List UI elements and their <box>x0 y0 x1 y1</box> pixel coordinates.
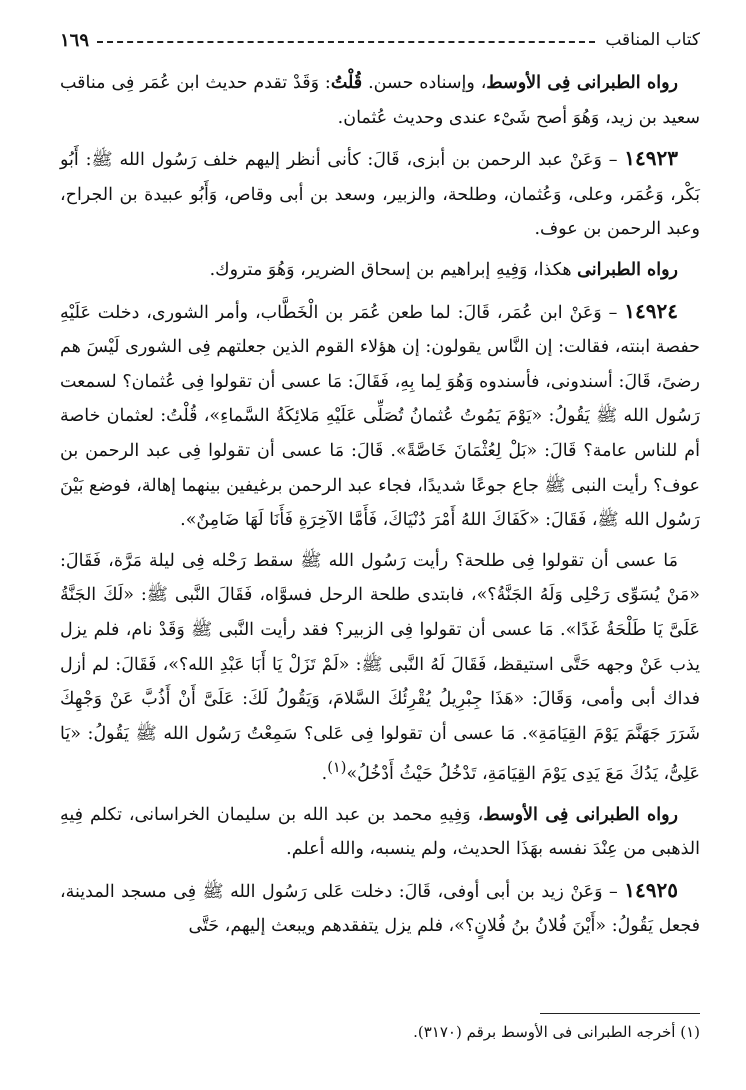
hadith-text: – وَعَنْ زيد بن أبى أوفى، قَالَ: دخلت عَلى رَسُول الله ﷺ فِى مسجد المدينة، فجعل يَقُولُ: «أَيْنَ فُلانُ بنُ فُلانٍ؟»، فلم يزل يتفقدهم ويبعث إليهم، حَتَّى <box>60 881 700 937</box>
author-note-label: قُلْتُ <box>330 73 363 93</box>
footnote <box>60 1020 700 1044</box>
hadith-text: – وَعَنْ ابن عُمَر، قَالَ: لما طعن عُمَر بن الْخَطَّاب، وأمر الشورى، دخلت عَلَيْهِ حفصة ابنته، فقالت: إن النَّاس يقولون: إن هؤلاء القوم الذين جعلتهم فِى الشورى لَيْسَ هم رضىً، قَالَ: أسندونى، فأسندوه وَهُوَ لِما بِهِ، فَقَالَ: مَا عسى أن تقولوا فِى عُثمان؟ لسمعت رَسُول الله ﷺ يَقُولُ: «يَوْمَ يَمُوتُ عُثمانُ تُصَلِّى عَلَيْهِ مَلائِكَةُ السَّماءِ»، قُلْتُ: لعثمان خاصة أم للناس عامة؟ قَالَ: «بَلْ لِعُثْمَانَ خَاصَّةً». قَالَ: مَا عسى أن تقولوا فِى عبد الرحمن بن عوف؟ رأيت النبى ﷺ جاع جوعًا شديدًا، فجاء عبد الرحمن برغيفين بينهما إهالة، فوضع بَيْنَ رَسُول الله ﷺ، فَقَالَ: «كَفَاكَ اللهُ أَمْرَ دُنْيَاكَ، فَأَمَّا الآخِرَةِ فَأَنَا لَهَا ضَامِنٌ». <box>60 302 700 531</box>
hadith-number: ١٤٩٢٥ <box>624 877 678 902</box>
hadith-number: ١٤٩٢٤ <box>624 298 678 323</box>
hadith-entry <box>60 294 700 538</box>
section-title: كتاب المناقب <box>605 30 700 50</box>
source-citation: رواه الطبرانى فِى الأوسط <box>483 804 678 825</box>
paragraph-text: هكذا، وَفِيهِ إبراهيم بن إسحاق الضرير، وَهُوَ متروك. <box>209 259 578 280</box>
footnote-text: أخرجه الطبرانى فى الأوسط برقم (٣١٧٠). <box>413 1023 681 1041</box>
source-citation: رواه الطبرانى <box>577 259 678 280</box>
footnote-marker: (١) <box>680 1023 700 1041</box>
paragraph-text: ، وَفِيهِ محمد بن عبد الله بن سليمان الخراسانى، تكلم فِيهِ الذهبى من عِنْدَ نفسه بهَذَا الحديث، ولم ينسبه، والله أعلم. <box>60 804 700 860</box>
commentary-paragraph <box>60 798 700 867</box>
commentary-paragraph <box>60 66 700 135</box>
source-citation: رواه الطبرانى فِى الأوسط <box>486 73 678 93</box>
hadith-number: ١٤٩٢٣ <box>624 146 678 171</box>
running-header <box>60 28 700 52</box>
paragraph-text: : وَقَدْ تقدم حديث ابن عُمَر فِى مناقب سعيد بن زيد، وَهُوَ أصح شَىْء عندى وحديث عُثمان. <box>60 73 700 128</box>
header-dashed-rule <box>97 41 595 43</box>
hadith-entry <box>60 873 700 944</box>
page-body <box>60 66 700 950</box>
footnote-separator <box>540 1013 700 1014</box>
hadith-text: مَا عسى أن تقولوا فِى طلحة؟ رأيت رَسُول الله ﷺ سقط رَحْله فِى ليلة مَرَّة، فَقَالَ: «مَنْ يُسَوِّى رَحْلِى وَلَهُ الجَنَّةُ؟»، فابتدى طلحة الرحل فسوَّاه، فَقَالَ النَّبى ﷺ: «لَكَ الجَنَّةُ عَلَىَّ يَا طَلْحَةُ غَدًا». مَا عسى أن تقولوا فِى الزبير؟ فقد رأيت النَّبى ﷺ وَقَدْ نام، فلم يزل يذب عَنْ وجهه حَتَّى استيقظ، فَقَالَ لَهُ النَّبى ﷺ: «لَمْ تَزَلْ يَا أَبَا عَبْدِ الله؟»، فَقَالَ: لم أزل فداك أبى وأمى، وَقَالَ: «هَذَا جِبْرِيلُ يُقْرِئُكَ السَّلامَ، وَيَقُولُ لَكَ: عَلَىَّ أَنْ أَذُبَّ عَنْ وَجْهِكَ شَرَرَ جَهَنَّمَ يَوْمَ القِيَامَةِ». مَا عسى أن تقولوا فِى عَلى؟ سَمِعْتُ رَسُول الله ﷺ يَقُولُ: «يَا عَلِىُّ، يَدُكَ مَعَ يَدِى يَوْمَ القِيَامَةِ، تَدْخُلُ حَيْثُ أَدْخُلُ» <box>60 550 700 785</box>
hadith-entry <box>60 141 700 247</box>
footnote-reference[interactable]: (١) <box>327 759 347 777</box>
commentary-paragraph <box>60 253 700 288</box>
hadith-continuation <box>60 544 700 792</box>
paragraph-text: . <box>321 764 328 785</box>
paragraph-text: ، وإسناده حسن. <box>362 73 487 93</box>
hadith-text: – وَعَنْ عبد الرحمن بن أبزى، قَالَ: كأنى أنظر إليهم خلف رَسُول الله ﷺ: أَبُو بَكْر، وَعُمَر، وعلى، وَعُثمان، وطلحة، والزبير، وسعد بن أبى وقاص، وَأَبُو عبيدة بن الجراح، وعبد الرحمن بن عوف. <box>60 150 700 240</box>
page-number: ١٦٩ <box>60 29 90 51</box>
